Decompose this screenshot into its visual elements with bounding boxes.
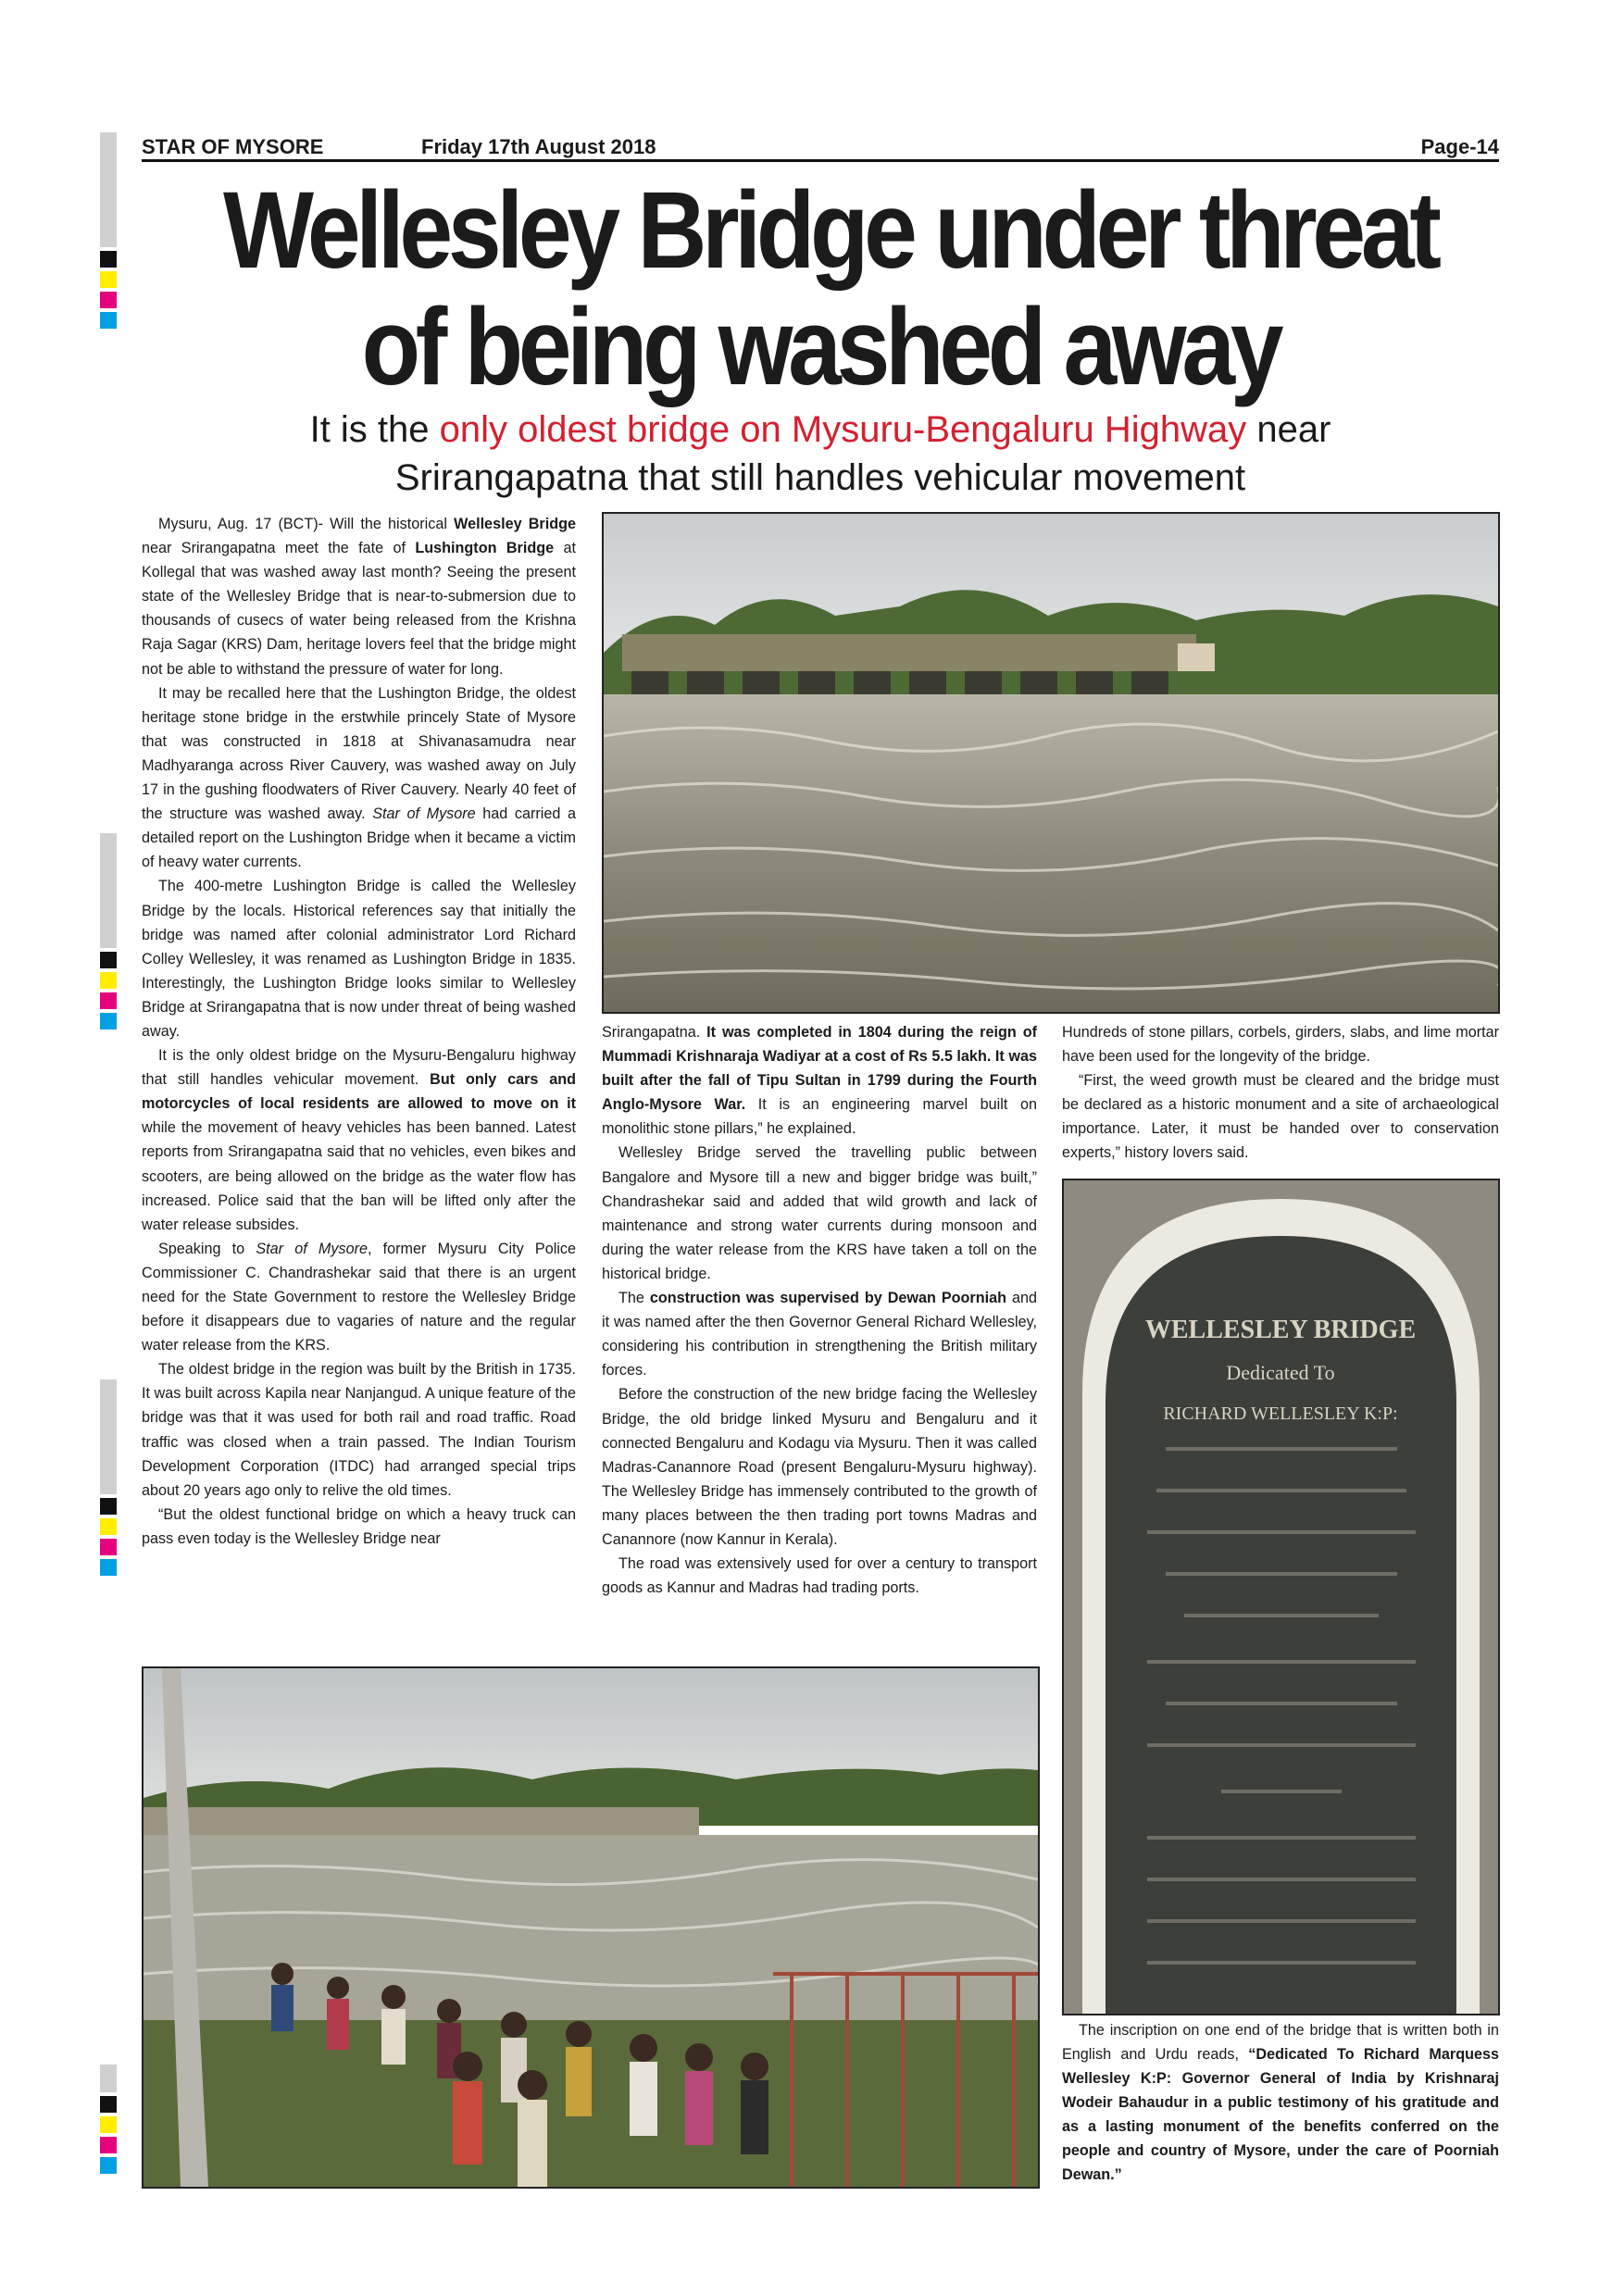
- subhead-line-2: Srirangapatna that still handles vehicular movement: [394, 457, 1246, 498]
- registration-mark: [100, 2065, 117, 2174]
- paragraph: Wellesley Bridge served the travelling public between Bangalore and Mysore till a new and bigger bridge was built,” Chandrashekar said and added that wild growth and lack of maintenance and strong water currents during monsoon and during the water release from the KRS have taken a toll on the historical bridge.: [602, 1144, 1037, 1282]
- newspaper-name: STAR OF MYSORE: [142, 135, 324, 158]
- paragraph: Speaking to Star of Mysore, former Mysuru City Police Commissioner C. Chandrashekar said that there is an urgent need for the State Government to restore the Wellesley Bridge before it disappears due to vagaries of nature and the regular water release from the KRS.: [142, 1240, 576, 1354]
- paragraph: The oldest bridge in the region was built by the British in 1735. It was built across Kapila near Nanjangud. A unique feature of the bridge was that it was used for both rail and road traffic. Road traffic was closed when a train passed. The Indian Tourism Development Corporation (ITDC) had arranged special trips about 20 years ago only to relive the old times.: [142, 1361, 576, 1499]
- paragraph: The road was extensively used for over a century to transport goods as Kannur and Madras had trading ports.: [602, 1555, 1037, 1597]
- paragraph: It is the only oldest bridge on the Mysuru-Bengaluru highway that still handles vehicular movement. But only cars and motorcycles of local residents are allowed to move on it while the movement of heavy vehicles has been banned. Latest reports from Srirangapatna said that no vehicles, even bikes and scooters, are being allowed on the bridge as the water flow has increased. Police said that the ban will be lifted only after the water release subsides.: [142, 1047, 576, 1233]
- subheadline: [142, 406, 1499, 502]
- paragraph: The construction was supervised by Dewan Poorniah and it was named after the then Governor General Richard Wellesley, considering his contribution in strengthening the British military forces.: [602, 1290, 1037, 1379]
- article-column-1: [142, 512, 576, 1551]
- article-column-3: [1062, 1020, 1499, 1166]
- subhead-post: near: [1246, 409, 1331, 450]
- paragraph: “First, the weed growth must be cleared and the bridge must be declared as a historic monument and a site of archaeological importance. Later, it must be handed over to conservation experts,” history lovers said.: [1062, 1072, 1499, 1162]
- inscription-line: RICHARD WELLESLEY K:P:: [1163, 1404, 1398, 1424]
- subhead-pre: It is the: [309, 409, 440, 450]
- inscription-title: WELLESLEY BRIDGE: [1144, 1316, 1417, 1344]
- subhead-highlight: only oldest bridge on Mysuru-Bengaluru Highway: [439, 409, 1247, 450]
- paragraph: It may be recalled here that the Lushington Bridge, the oldest heritage stone bridge in the erstwhile princely State of Mysore that was constructed in 1818 at Shivanasamudra near Madhyaranga across River Cauvery, was washed away on July 17 in the gushing floodwaters of River Cauvery. Nearly 40 feet of the structure was washed away. Star of Mysore had carried a detailed report on the Lushington Bridge when it became a victim of heavy water currents.: [142, 684, 576, 871]
- photo-inscription-stone: [1062, 1179, 1500, 2015]
- paragraph: The 400-metre Lushington Bridge is called the Wellesley Bridge by the locals. Historical references say that initially the bridge was named after colonial administrator Lord Richard Colley Wellesley, it was renamed as Lushington Bridge in 1835. Interestingly, the Lushington Bridge looks similar to Wellesley Bridge at Srirangapatna that is now under threat of being washed away.: [142, 878, 576, 1040]
- paragraph: Before the construction of the new bridge facing the Wellesley Bridge, the old bridge linked Mysuru and Bengaluru and it connected Bengaluru and Kodagu via Mysuru. Then it was called Madras-Canannore Road (present Bengaluru-Mysuru highway). The Wellesley Bridge has immensely contributed to the growth of many places between the then trading port towns Madras and Canannore (now Kannur in Kerala).: [602, 1386, 1037, 1548]
- issue-date: Friday 17th August 2018: [421, 135, 656, 158]
- article-column-2: [602, 1020, 1037, 1600]
- paragraph: Srirangapatna. It was completed in 1804 during the reign of Mummadi Krishnaraja Wadiyar at a cost of Rs 5.5 lakh. It was built after the fall of Tipu Sultan in 1799 during the Fourth Anglo-Mysore War. It is an engineering marvel built on monolithic stone pillars,” he explained.: [602, 1024, 1037, 1138]
- paragraph: Mysuru, Aug. 17 (BCT)- Will the historical Wellesley Bridge near Srirangapatna meet the fate of Lushington Bridge at Kollegal that was washed away last month? Seeing the present state of the Wellesley Bridge that is near-to-submersion due to thousands of cusecs of water being released from the Krishna Raja Sagar (KRS) Dam, heritage lovers feel that the bridge might not be able to withstand the pressure of water for long.: [142, 516, 577, 678]
- paragraph: “But the oldest functional bridge on which a heavy truck can pass even today is the Wellesley Bridge near: [142, 1505, 576, 1547]
- page-number: Page-14: [1420, 135, 1499, 158]
- masthead: [142, 135, 1499, 162]
- photo-crowd-watching-river: [142, 1666, 1040, 2189]
- paragraph: Hundreds of stone pillars, corbels, girders, slabs, and lime mortar have been used for the longevity of the bridge.: [1062, 1024, 1499, 1066]
- headline-line-2: of being washed away: [361, 286, 1280, 408]
- headline-line-1: Wellesley Bridge under threat: [222, 169, 1437, 292]
- inscription-line: Dedicated To: [1226, 1361, 1335, 1384]
- registration-mark: [100, 833, 117, 1029]
- photo-flooded-bridge: [602, 512, 1500, 1014]
- headline: [222, 169, 1437, 408]
- registration-mark: [100, 132, 117, 329]
- photo-caption: [1062, 2018, 1499, 2187]
- caption-text: The inscription on one end of the bridge that is written both in English and Urdu reads, “Dedicated To Richard Marquess Wellesley K:P: Governor General of India by Krishnaraj Wodeir Bahaudur in a public testimony of his gratitude and as a lasting monument of the benefits conferred on the people and country of Mysore, under the care of Poorniah Dewan.”: [1062, 2022, 1499, 2183]
- registration-mark: [100, 1379, 117, 1576]
